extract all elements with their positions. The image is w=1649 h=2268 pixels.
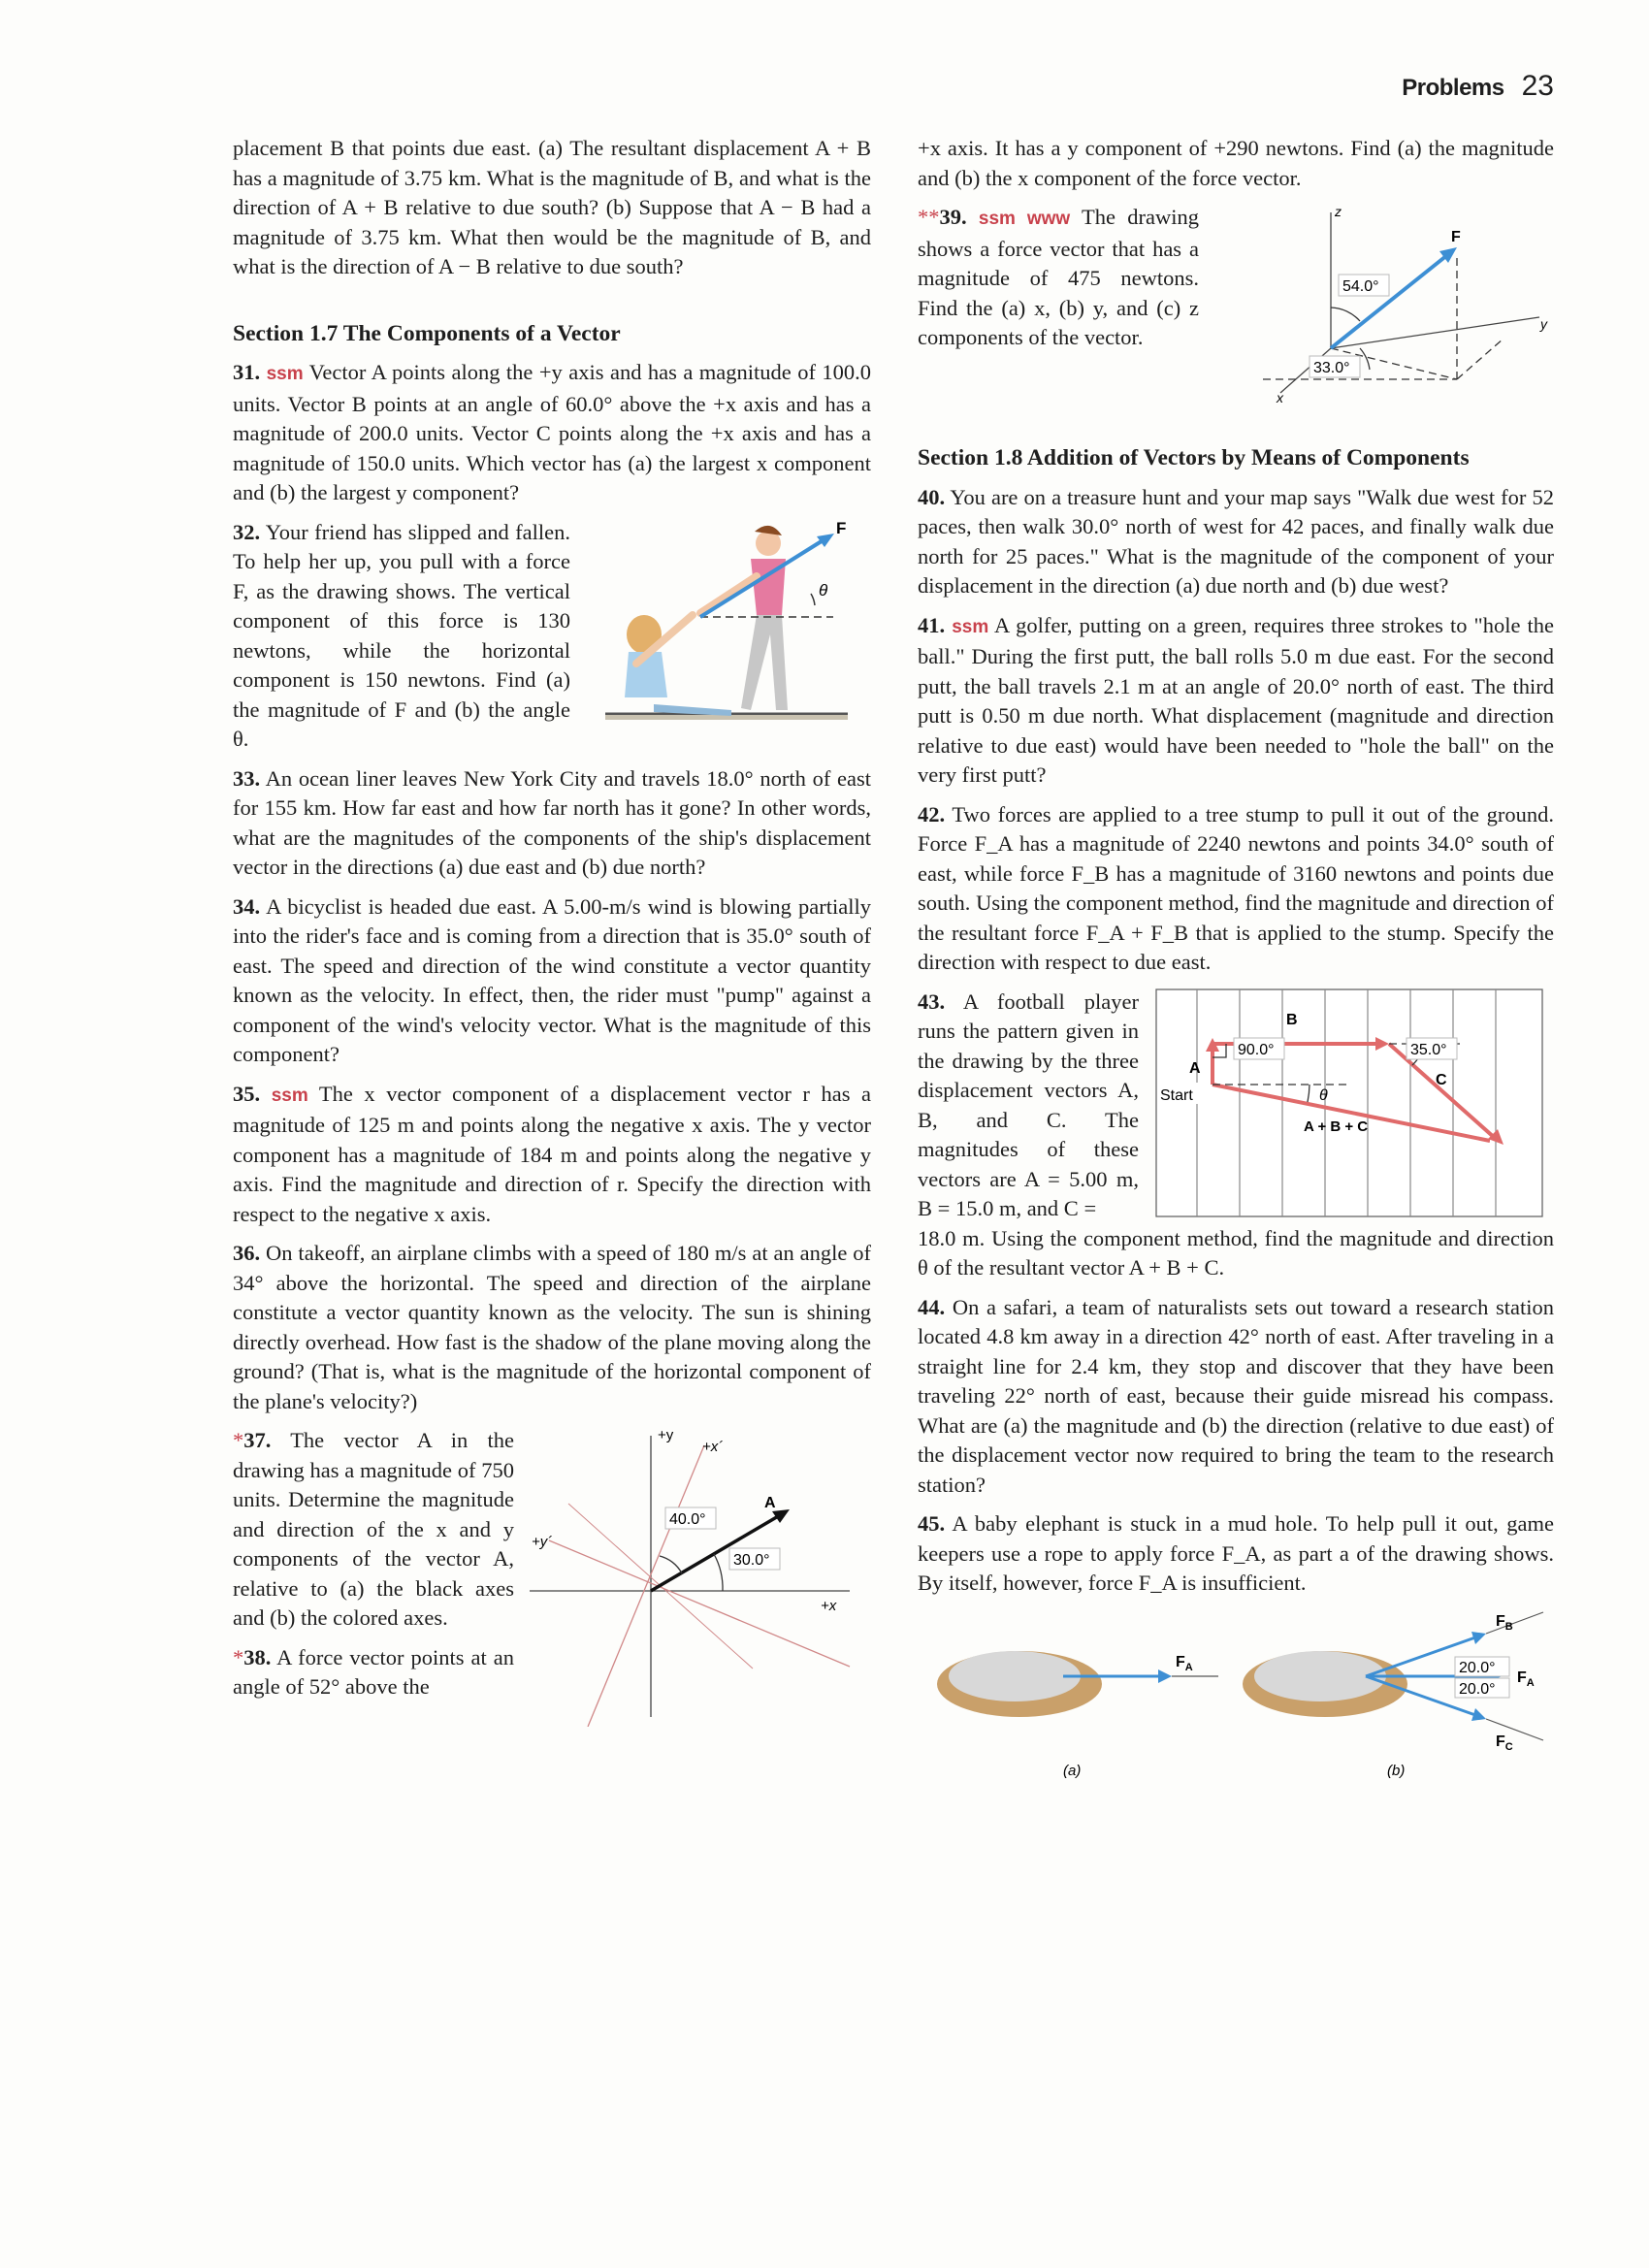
problem-34: 34. A bicyclist is headed due east. A 5.00-m/s wind is blowing partially into the rider's face and is coming from a direction that is 35.0° south of east. The speed and direction of the wind constitute a vector quantity known as the velocity. In effect, then, the rider must "pump" against a component of the wind's velocity vector. What is the magnitude of this component? [233,893,872,1066]
ssm-tag: ssm [266,364,304,384]
label-FB: $F_B$ [1496,1612,1513,1633]
label-y: y [1540,316,1547,332]
label-FC: $F_C$ [1496,1733,1513,1753]
label-part-a: (a) [1063,1762,1082,1779]
problem-41: 41. ssm A golfer, putting on a green, requires three strokes to "hole the ball." During the first putt, the ball rolls 5.0 m due east. For the second putt, the ball travels 2.1 m at an angle of 20.0° north of east. The third putt is 0.50 m due north. What displacement (magnitude and direction relative to due east) would have been needed to "hole the ball" on the very first putt? [918,612,1555,787]
label-angle-b2: 20.0° [1459,1680,1496,1698]
label-B: B [1286,1011,1298,1028]
label-z: z [1335,204,1342,219]
section-1-7-heading: Section 1.7 The Components of a Vector [233,320,621,346]
label-plus-x: +x [821,1598,837,1614]
label-theta: θ [819,580,828,599]
problem-30-continued: placement B that points due east. (a) The resultant displacement A + B has a magnitude of 3.75 km. What is the magnitude of B, and what is the direction of A + B relative to due south? (b) Suppose that A − B had a magnitude of 3.75 km. What then would be the magnitude of B, and what is the direction of A − B relative to due south? [233,136,871,278]
label-plus-x-color: +x´ [702,1439,724,1455]
label-F: F [836,518,847,537]
problem-37: *37. The vector A in the drawing has a magnitude of 750 units. Determine the magnitude and direction of the x and y components of the vector A, relative to (a) the black axes and (b) the colored axes. [233,1428,515,1630]
ssm-tag: ssm [271,1085,308,1106]
ssm-www-tag: ssm www [978,209,1071,229]
section-1-8-heading: Section 1.8 Addition of Vectors by Means of Components [918,445,1470,470]
label-A: A [1189,1059,1201,1077]
label-angle-b1: 20.0° [1459,1659,1496,1676]
problem-42: 42. Two forces are applied to a tree stump to pull it out of the ground. Force F_A has a magnitude of 2240 newtons and points 34.0° south of east, while force F_B has a magnitude of 3160 newtons and points due south. Using the component method, find the magnitude and direction of the resultant force F_A + F_B that is applied to the stump. Specify the direction with respect to due east. [918,801,1554,974]
figure-37-axes [530,1426,859,1727]
label-angle-40: 40.0° [669,1511,706,1528]
problem-44: 44. On a safari, a team of naturalists sets out toward a research station located 4.8 km away in a direction 42° north of east. After traveling in a straight line for 2.4 km, they stop and discover that they have been traveling 22° north of east, because their guide misread his compass. What are (a) the magnitude and (b) the direction (relative to due east) of the displacement vector now required to bring the team to the research station? [918,1294,1555,1497]
figure-32-pulling-friend [586,518,857,722]
label-FA-a: $F_A$ [1176,1653,1193,1673]
label-plus-y: +y [658,1427,674,1443]
label-angle-54: 54.0° [1342,278,1379,295]
problem-37-38 [233,1426,871,1727]
force-vector-F [1331,255,1447,348]
elephant-a [949,1651,1081,1701]
problem-45: 45. A baby elephant is stuck in a mud hole. To help pull it out, game keepers use a rope to apply force F_A, as part a of the drawing shows. By itself, however, force F_A is insufficient. [918,1511,1555,1595]
label-plus-y-color: +y´ [532,1534,553,1550]
page-header [1402,70,1554,103]
problem-43-tail: 18.0 m. Using the component method, find the magnitude and direction θ of the resultant vector A + B + C. [918,1225,1554,1280]
left-column [233,134,871,1727]
problem-33: 33. An ocean liner leaves New York City and travels 18.0° north of east for 155 km. How far east and how far north has it gone? In other words, what are the magnitudes of the components of the ship's displacement vector in the directions (a) due east and (b) due north? [233,765,872,879]
problem-36: 36. On takeoff, an airplane climbs with a speed of 180 m/s at an angle of 34° above the horizontal. The speed and direction of the airplane constitute a vector quantity known as the velocity. The sun is shining directly overhead. How fast is the shadow of the plane moving along the ground? (That is, what is the magnitude of the horizontal component of the plane's velocity?) [233,1241,871,1413]
problem-32: 32. Your friend has slipped and fallen. To help her up, you pull with a force F, as the drawing shows. The vertical component of this force is 130 newtons, while the horizontal component is 150 newtons. Find (a) the magnitude of F and (b) the angle θ. F θ [233,518,871,764]
label-angle-90: 90.0° [1238,1041,1275,1058]
label-theta: θ [1319,1086,1328,1104]
problem-39: **39. ssm www The drawing shows a force vector that has a magnitude of 475 newtons. Find the (a) x, (b) y, and (c) z components of the vector. z F y x 54.0° 33.0° [918,203,1554,406]
figure-43-football-field [1154,988,1544,1220]
label-part-b: (b) [1387,1762,1406,1779]
page-number: 23 [1521,70,1554,102]
figure-39-3d-vector [1214,203,1554,406]
header-label: Problems [1402,75,1504,101]
label-angle-33: 33.0° [1313,360,1350,376]
right-column [918,134,1554,1810]
problem-31: 31. ssm Vector A points along the +y axis and has a magnitude of 100.0 units. Vector B points at an angle of 60.0° above the +x axis and has a magnitude of 200.0 units. Vector C points along the +x axis and has a magnitude of 150.0 units. Which vector has (a) the largest x component and (b) the largest y component? [233,360,872,504]
label-start: Start [1160,1086,1193,1104]
figure-45-elephant [918,1608,1554,1802]
label-x: x [1277,390,1283,405]
ssm-tag: ssm [952,616,989,637]
label-FA-b: $F_A$ [1517,1669,1535,1689]
label-A: A [764,1495,776,1511]
label-F: F [1451,229,1461,245]
person-pants [741,615,788,710]
problem-38-continued: +x axis. It has a y component of +290 newtons. Find (a) the magnitude and (b) the x component of the force vector. [918,136,1554,190]
problem-43: 43. A football player runs the pattern given in the drawing by the three displacement vectors A, B, and C. The magnitudes of these vectors are A = 5.00 m, B = 15.0 m, and C = B A Start 90.0° 35.0° C θ A + B + C [918,988,1554,1224]
label-sum: A + B + C [1304,1118,1369,1135]
label-angle-30: 30.0° [733,1552,770,1569]
label-angle-35: 35.0° [1410,1041,1447,1058]
problem-40: 40. You are on a treasure hunt and your map says "Walk due west for 52 paces, then walk 30.0° north of west for 42 paces, and finally walk due north for 25 paces." What is the magnitude of the component of your displacement in the direction (a) due north and (b) due west? [918,484,1554,598]
problem-35: 35. ssm The x vector component of a displacement vector r has a magnitude of 125 m and points along the negative x axis. The y vector component has a magnitude of 184 m and points along the negative y axis. Find the magnitude and direction of r. Specify the direction with respect to the negative x axis. [233,1081,871,1226]
problem-38: *38. A force vector points at an angle of 52° above the [233,1644,514,1699]
label-C: C [1436,1071,1447,1088]
